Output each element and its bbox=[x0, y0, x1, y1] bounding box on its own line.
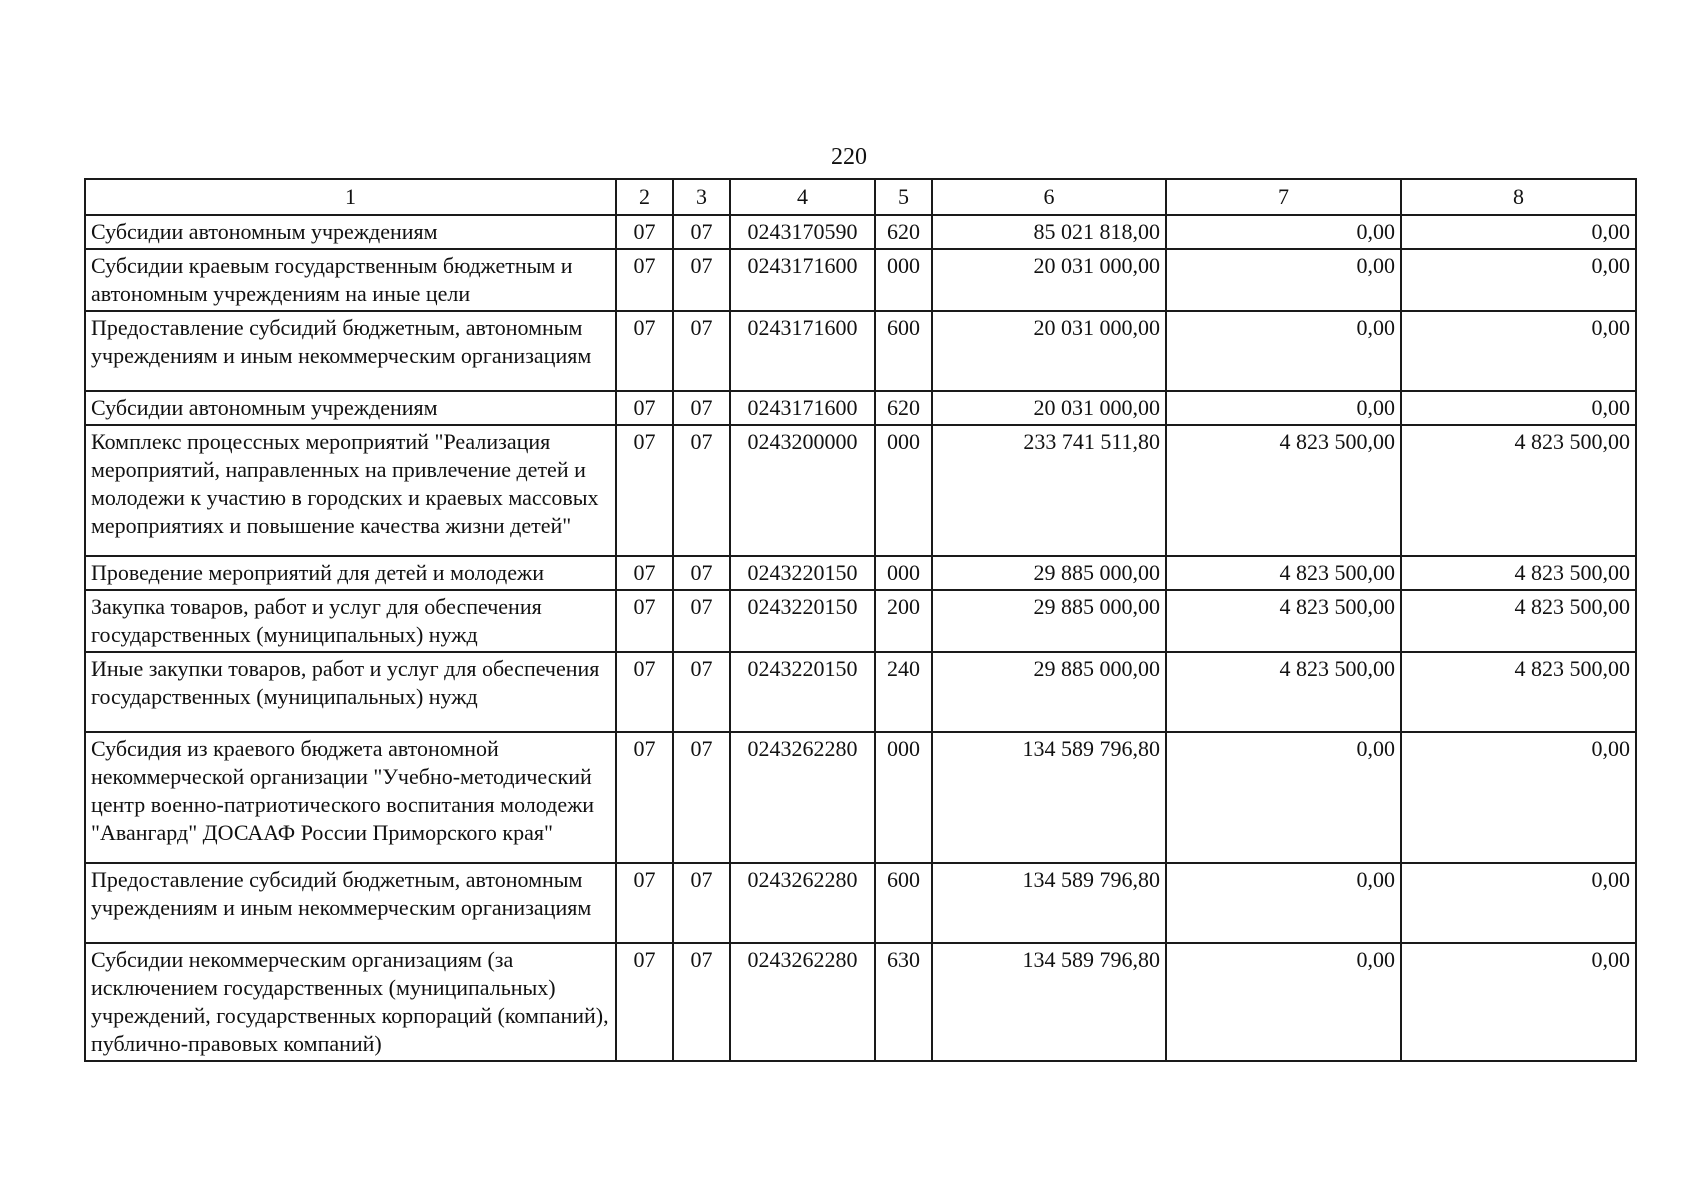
amount-cell: 233 741 511,80 bbox=[932, 425, 1166, 556]
code-cell: 07 bbox=[616, 652, 673, 732]
amount-cell: 4 823 500,00 bbox=[1166, 425, 1401, 556]
row-description: Субсидии краевым государственным бюджетным и автономным учреждениям на иные цели bbox=[85, 249, 616, 311]
code-cell: 0243171600 bbox=[730, 311, 875, 391]
amount-cell: 0,00 bbox=[1166, 249, 1401, 311]
amount-cell: 29 885 000,00 bbox=[932, 652, 1166, 732]
column-header: 7 bbox=[1166, 179, 1401, 215]
table-header-row bbox=[85, 179, 1636, 215]
amount-cell: 4 823 500,00 bbox=[1166, 556, 1401, 590]
code-cell: 000 bbox=[875, 732, 932, 863]
code-cell: 240 bbox=[875, 652, 932, 732]
code-cell: 07 bbox=[673, 590, 730, 652]
row-description: Субсидии некоммерческим организациям (за исключением государственных (муниципальных) учреждений, государственных корпораций (компаний), публично-правовых компаний) bbox=[85, 943, 616, 1061]
amount-cell: 20 031 000,00 bbox=[932, 311, 1166, 391]
code-cell: 07 bbox=[673, 215, 730, 249]
column-header: 4 bbox=[730, 179, 875, 215]
amount-cell: 134 589 796,80 bbox=[932, 732, 1166, 863]
code-cell: 07 bbox=[616, 311, 673, 391]
amount-cell: 0,00 bbox=[1401, 863, 1636, 943]
table-row bbox=[85, 425, 1636, 556]
table-row bbox=[85, 863, 1636, 943]
amount-cell: 4 823 500,00 bbox=[1401, 652, 1636, 732]
table-row bbox=[85, 391, 1636, 425]
table-body bbox=[85, 215, 1636, 1061]
row-description: Комплекс процессных мероприятий "Реализация мероприятий, направленных на привлечение детей и молодежи к участию в городских и краевых массовых мероприятиях и повышение качества жизни детей" bbox=[85, 425, 616, 556]
code-cell: 000 bbox=[875, 425, 932, 556]
amount-cell: 4 823 500,00 bbox=[1166, 652, 1401, 732]
amount-cell: 0,00 bbox=[1166, 311, 1401, 391]
table-row bbox=[85, 590, 1636, 652]
code-cell: 07 bbox=[616, 590, 673, 652]
code-cell: 0243170590 bbox=[730, 215, 875, 249]
column-header: 5 bbox=[875, 179, 932, 215]
code-cell: 600 bbox=[875, 311, 932, 391]
code-cell: 0243262280 bbox=[730, 732, 875, 863]
code-cell: 0243220150 bbox=[730, 590, 875, 652]
code-cell: 07 bbox=[616, 215, 673, 249]
code-cell: 0243171600 bbox=[730, 391, 875, 425]
column-header: 8 bbox=[1401, 179, 1636, 215]
amount-cell: 29 885 000,00 bbox=[932, 590, 1166, 652]
amount-cell: 0,00 bbox=[1401, 943, 1636, 1061]
row-description: Субсидия из краевого бюджета автономной некоммерческой организации "Учебно-методический центр военно-патриотического воспитания молодежи "Авангард" ДОСААФ России Приморского края" bbox=[85, 732, 616, 863]
amount-cell: 0,00 bbox=[1401, 391, 1636, 425]
code-cell: 07 bbox=[616, 556, 673, 590]
column-header: 6 bbox=[932, 179, 1166, 215]
amount-cell: 4 823 500,00 bbox=[1166, 590, 1401, 652]
code-cell: 07 bbox=[673, 943, 730, 1061]
code-cell: 0243262280 bbox=[730, 863, 875, 943]
code-cell: 07 bbox=[673, 732, 730, 863]
amount-cell: 0,00 bbox=[1401, 311, 1636, 391]
amount-cell: 20 031 000,00 bbox=[932, 391, 1166, 425]
code-cell: 07 bbox=[673, 652, 730, 732]
code-cell: 0243171600 bbox=[730, 249, 875, 311]
code-cell: 630 bbox=[875, 943, 932, 1061]
amount-cell: 4 823 500,00 bbox=[1401, 590, 1636, 652]
row-description: Иные закупки товаров, работ и услуг для обеспечения государственных (муниципальных) нужд bbox=[85, 652, 616, 732]
row-description: Закупка товаров, работ и услуг для обеспечения государственных (муниципальных) нужд bbox=[85, 590, 616, 652]
amount-cell: 4 823 500,00 bbox=[1401, 556, 1636, 590]
column-header: 1 bbox=[85, 179, 616, 215]
code-cell: 0243220150 bbox=[730, 652, 875, 732]
code-cell: 07 bbox=[616, 732, 673, 863]
code-cell: 07 bbox=[616, 249, 673, 311]
table-row bbox=[85, 652, 1636, 732]
budget-table bbox=[84, 178, 1637, 1062]
code-cell: 07 bbox=[673, 556, 730, 590]
column-header: 3 bbox=[673, 179, 730, 215]
amount-cell: 0,00 bbox=[1166, 215, 1401, 249]
amount-cell: 20 031 000,00 bbox=[932, 249, 1166, 311]
code-cell: 07 bbox=[673, 391, 730, 425]
amount-cell: 4 823 500,00 bbox=[1401, 425, 1636, 556]
code-cell: 600 bbox=[875, 863, 932, 943]
amount-cell: 134 589 796,80 bbox=[932, 863, 1166, 943]
code-cell: 0243262280 bbox=[730, 943, 875, 1061]
table-row bbox=[85, 556, 1636, 590]
code-cell: 07 bbox=[673, 863, 730, 943]
amount-cell: 29 885 000,00 bbox=[932, 556, 1166, 590]
code-cell: 200 bbox=[875, 590, 932, 652]
code-cell: 07 bbox=[616, 391, 673, 425]
code-cell: 07 bbox=[673, 425, 730, 556]
code-cell: 07 bbox=[673, 249, 730, 311]
amount-cell: 134 589 796,80 bbox=[932, 943, 1166, 1061]
amount-cell: 0,00 bbox=[1401, 732, 1636, 863]
code-cell: 07 bbox=[616, 943, 673, 1061]
page-number: 220 bbox=[831, 144, 867, 170]
amount-cell: 0,00 bbox=[1401, 249, 1636, 311]
code-cell: 07 bbox=[616, 425, 673, 556]
code-cell: 07 bbox=[673, 311, 730, 391]
code-cell: 0243220150 bbox=[730, 556, 875, 590]
row-description: Предоставление субсидий бюджетным, автономным учреждениям и иным некоммерческим организациям bbox=[85, 863, 616, 943]
table-row bbox=[85, 732, 1636, 863]
amount-cell: 85 021 818,00 bbox=[932, 215, 1166, 249]
amount-cell: 0,00 bbox=[1166, 391, 1401, 425]
table-row bbox=[85, 215, 1636, 249]
code-cell: 000 bbox=[875, 556, 932, 590]
table-row bbox=[85, 943, 1636, 1061]
column-header: 2 bbox=[616, 179, 673, 215]
code-cell: 620 bbox=[875, 215, 932, 249]
row-description: Субсидии автономным учреждениям bbox=[85, 215, 616, 249]
amount-cell: 0,00 bbox=[1166, 943, 1401, 1061]
amount-cell: 0,00 bbox=[1166, 863, 1401, 943]
code-cell: 000 bbox=[875, 249, 932, 311]
amount-cell: 0,00 bbox=[1166, 732, 1401, 863]
row-description: Предоставление субсидий бюджетным, автономным учреждениям и иным некоммерческим организациям bbox=[85, 311, 616, 391]
code-cell: 07 bbox=[616, 863, 673, 943]
table-row bbox=[85, 249, 1636, 311]
row-description: Субсидии автономным учреждениям bbox=[85, 391, 616, 425]
table-row bbox=[85, 311, 1636, 391]
row-description: Проведение мероприятий для детей и молодежи bbox=[85, 556, 616, 590]
code-cell: 620 bbox=[875, 391, 932, 425]
code-cell: 0243200000 bbox=[730, 425, 875, 556]
amount-cell: 0,00 bbox=[1401, 215, 1636, 249]
